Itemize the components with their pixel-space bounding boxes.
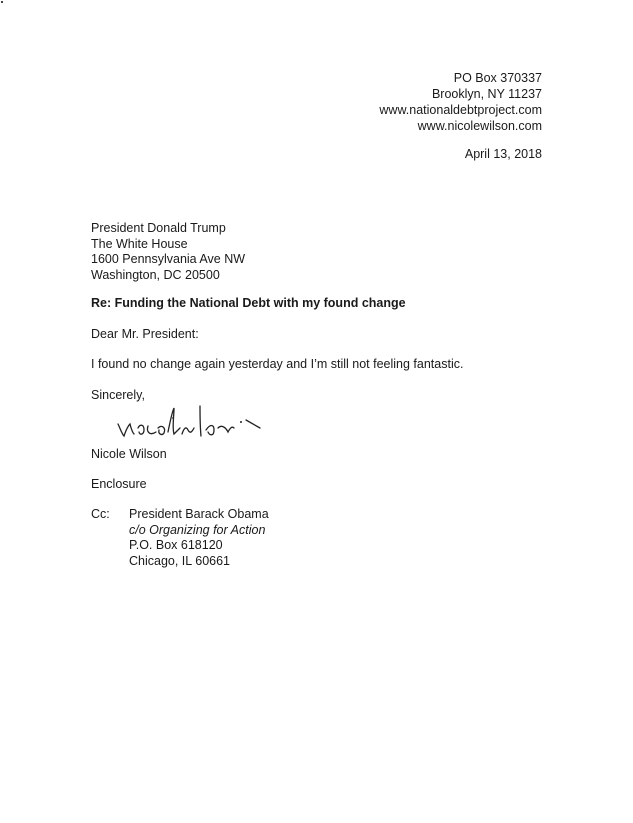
sender-website-1: www.nationaldebtproject.com [379, 103, 542, 117]
sender-website-2: www.nicolewilson.com [417, 119, 542, 133]
cc-address-block [129, 507, 269, 569]
letter-date: April 13, 2018 [464, 147, 542, 161]
cc-label: Cc: [91, 507, 110, 521]
signer-name: Nicole Wilson [91, 447, 167, 461]
recipient-name: President Donald Trump [91, 221, 226, 235]
sender-po-box: PO Box 370337 [453, 71, 542, 85]
cc-care-of: c/o Organizing for Action [129, 522, 266, 537]
cc-city: Chicago, IL 60661 [129, 553, 231, 568]
letter-body: I found no change again yesterday and I’m still not feeling fantastic. [91, 357, 464, 371]
sender-address-block [379, 70, 542, 134]
recipient-organization: The White House [91, 236, 188, 251]
recipient-city: Washington, DC 20500 [91, 267, 220, 282]
recipient-street: 1600 Pennsylvania Ave NW [91, 252, 246, 266]
enclosure-note: Enclosure [91, 477, 147, 491]
recipient-address-block [91, 221, 245, 283]
subject-line: Re: Funding the National Debt with my found change [91, 296, 406, 310]
scan-speck [1, 1, 3, 3]
cc-po-box: P.O. Box 618120 [129, 538, 223, 552]
handwritten-signature [110, 398, 280, 446]
cc-name: President Barack Obama [129, 507, 269, 521]
sender-city: Brooklyn, NY 11237 [431, 87, 542, 101]
salutation: Dear Mr. President: [91, 327, 199, 341]
closing: Sincerely, [91, 388, 145, 402]
